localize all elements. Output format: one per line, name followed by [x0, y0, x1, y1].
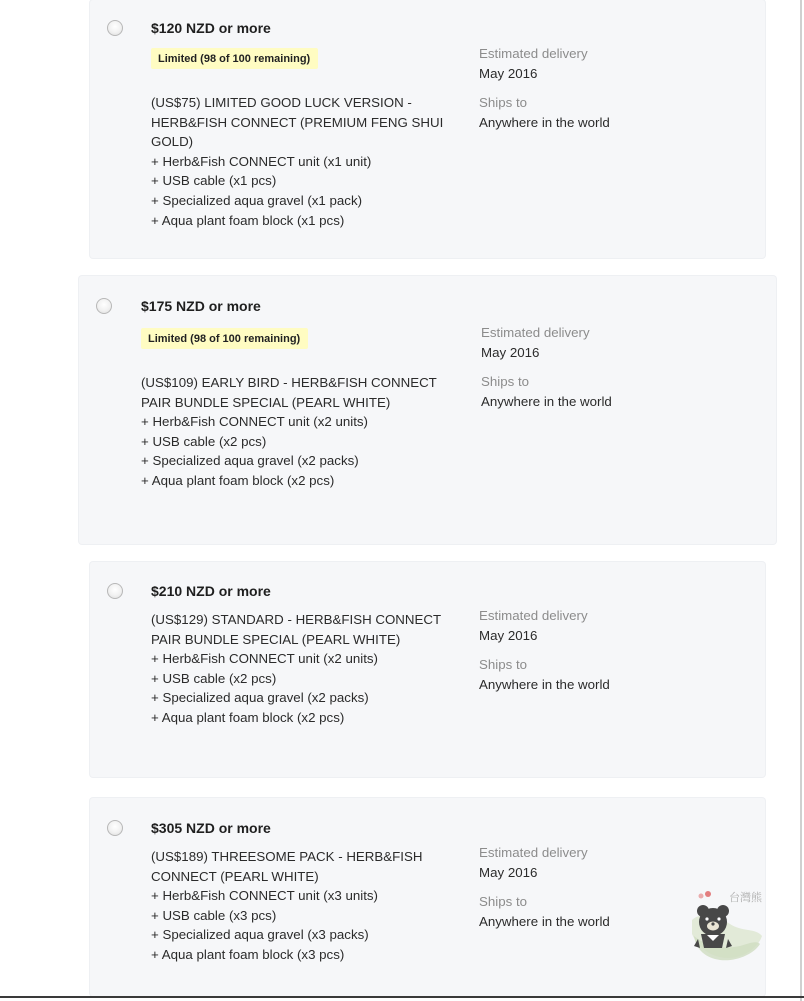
- reward-item: + Herb&Fish CONNECT unit (x1 unit): [151, 153, 372, 169]
- reward-title: (US$109) EARLY BIRD - HERB&FISH CONNECT PAIR BUNDLE SPECIAL (PEARL WHITE): [141, 375, 437, 410]
- reward-title: (US$129) STANDARD - HERB&FISH CONNECT PAIR BUNDLE SPECIAL (PEARL WHITE): [151, 612, 441, 647]
- limited-badge: Limited (98 of 100 remaining): [141, 328, 308, 349]
- ships-to-label: Ships to: [479, 894, 528, 910]
- reward-meta: [479, 843, 679, 931]
- reward-card-120[interactable]: [90, 0, 765, 258]
- reward-meta: [479, 606, 679, 694]
- reward-item: + Herb&Fish CONNECT unit (x3 units): [151, 888, 378, 904]
- reward-item: + Specialized aqua gravel (x2 packs): [141, 453, 359, 469]
- reward-card-210[interactable]: [90, 562, 765, 777]
- bear-mascot-icon: [686, 884, 766, 964]
- reward-item: + USB cable (x3 pcs): [151, 907, 277, 923]
- ships-to-value: Anywhere in the world: [479, 114, 610, 130]
- reward-price: $210 NZD or more: [151, 583, 271, 599]
- estimated-delivery-value: May 2016: [481, 344, 540, 360]
- watermark-text: 台灣熊: [729, 891, 762, 904]
- estimated-delivery-label: Estimated delivery: [481, 325, 590, 340]
- reward-title: (US$75) LIMITED GOOD LUCK VERSION - HERB&FISH CONNECT (PREMIUM FENG SHUI GOLD): [151, 95, 444, 150]
- reward-card-305[interactable]: [90, 798, 765, 996]
- reward-item: + Specialized aqua gravel (x1 pack): [151, 192, 363, 208]
- estimated-delivery-label: Estimated delivery: [479, 608, 588, 623]
- reward-item: + Specialized aqua gravel (x2 packs): [151, 690, 369, 706]
- watermark-logo: [686, 884, 766, 964]
- ships-to-label: Ships to: [479, 657, 528, 673]
- reward-radio-120[interactable]: [107, 20, 123, 36]
- reward-item: + Aqua plant foam block (x2 pcs): [151, 709, 345, 725]
- reward-description: [151, 610, 451, 728]
- page-border-bottom: [0, 996, 804, 998]
- ships-to-value: Anywhere in the world: [479, 676, 610, 692]
- page-border-right: [800, 0, 802, 1001]
- reward-price: $305 NZD or more: [151, 820, 271, 836]
- meta-spacer: [479, 882, 679, 892]
- reward-title: (US$189) THREESOME PACK - HERB&FISH CONNECT (PEARL WHITE): [151, 849, 423, 884]
- reward-meta: [481, 323, 681, 411]
- meta-spacer: [479, 645, 679, 655]
- meta-spacer: [479, 83, 679, 93]
- reward-item: + USB cable (x1 pcs): [151, 173, 277, 189]
- reward-item: + USB cable (x2 pcs): [151, 670, 277, 686]
- reward-price: $120 NZD or more: [151, 20, 271, 36]
- reward-item: + Herb&Fish CONNECT unit (x2 units): [141, 414, 368, 430]
- ships-to-value: Anywhere in the world: [481, 393, 612, 409]
- ships-to-value: Anywhere in the world: [479, 913, 610, 929]
- reward-item: + Specialized aqua gravel (x3 packs): [151, 927, 369, 943]
- reward-radio-305[interactable]: [107, 820, 123, 836]
- reward-item: + Aqua plant foam block (x1 pcs): [151, 212, 345, 228]
- reward-radio-210[interactable]: [107, 583, 123, 599]
- estimated-delivery-value: May 2016: [479, 627, 538, 643]
- reward-item: + USB cable (x2 pcs): [141, 433, 267, 449]
- ships-to-label: Ships to: [479, 95, 528, 111]
- estimated-delivery-value: May 2016: [479, 65, 538, 81]
- reward-price: $175 NZD or more: [141, 298, 261, 314]
- limited-badge: Limited (98 of 100 remaining): [151, 48, 318, 69]
- estimated-delivery-value: May 2016: [479, 864, 538, 880]
- reward-description: [151, 93, 451, 230]
- reward-description: [141, 373, 441, 491]
- reward-radio-175[interactable]: [96, 298, 112, 314]
- meta-spacer: [481, 362, 681, 372]
- reward-description: [151, 847, 451, 965]
- estimated-delivery-label: Estimated delivery: [479, 845, 588, 860]
- reward-card-175[interactable]: [79, 276, 776, 544]
- estimated-delivery-label: Estimated delivery: [479, 46, 588, 61]
- reward-meta: [479, 44, 679, 132]
- reward-item: + Herb&Fish CONNECT unit (x2 units): [151, 651, 378, 667]
- reward-item: + Aqua plant foam block (x2 pcs): [141, 472, 335, 488]
- ships-to-label: Ships to: [481, 374, 530, 390]
- reward-item: + Aqua plant foam block (x3 pcs): [151, 946, 345, 962]
